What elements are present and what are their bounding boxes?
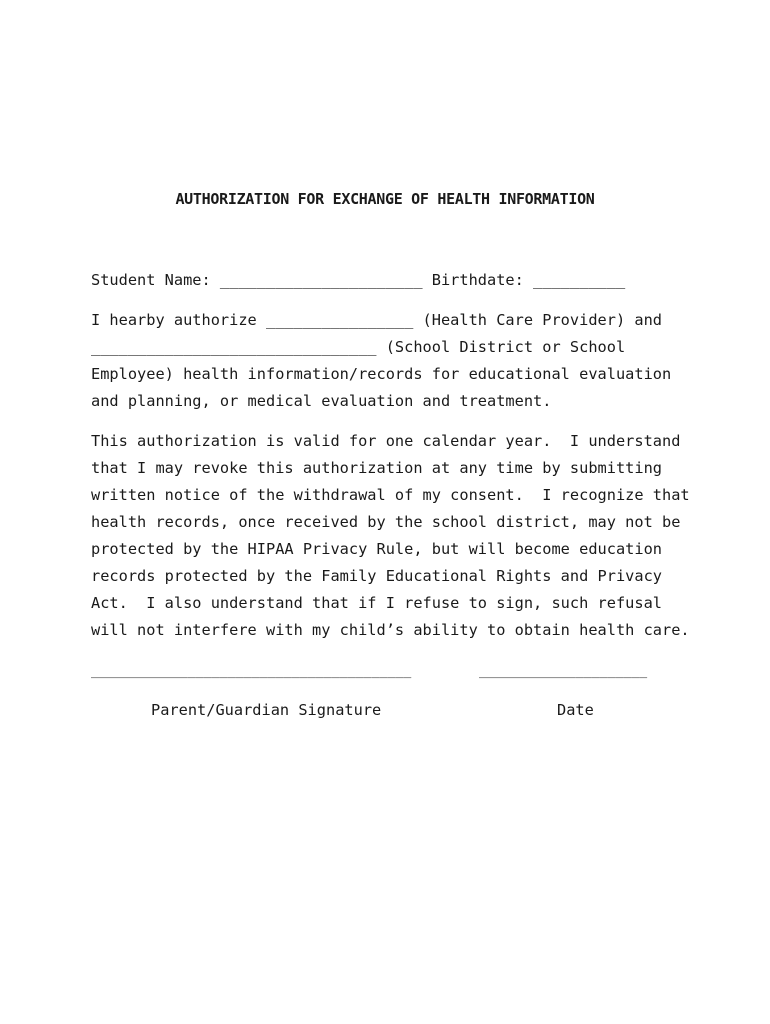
authorize-line-3: Employee) health information/records for educational evaluation bbox=[91, 365, 672, 383]
validity-line-3: written notice of the withdrawal of my consent. I recognize that bbox=[91, 486, 690, 504]
validity-line-6: records protected by the Family Educational Rights and Privacy bbox=[91, 567, 662, 585]
authorize-line-2: _______________________________ (School District or School bbox=[91, 338, 626, 356]
authorize-line-4: and planning, or medical evaluation and treatment. bbox=[91, 392, 552, 410]
validity-line-4: health records, once received by the school district, may not be bbox=[91, 513, 681, 531]
validity-line-1: This authorization is valid for one calendar year. I understand bbox=[91, 432, 681, 450]
signature-blank: ________________________________________ bbox=[91, 664, 412, 679]
authorize-line-1: I hearby authorize ________________ (Health Care Provider) and bbox=[91, 311, 662, 329]
validity-line-7: Act. I also understand that if I refuse to sign, such refusal bbox=[91, 594, 662, 612]
date-blank: _____________________ bbox=[479, 664, 648, 679]
validity-line-5: protected by the HIPAA Privacy Rule, but will become education bbox=[91, 540, 662, 558]
validity-line-8: will not interfere with my child’s ability to obtain health care. bbox=[91, 621, 690, 639]
signature-label: Parent/Guardian Signature bbox=[151, 701, 382, 719]
date-label: Date bbox=[557, 701, 594, 719]
validity-line-2: that I may revoke this authorization at any time by submitting bbox=[91, 459, 662, 477]
student-name-birthdate-line: Student Name: ______________________ Birthdate: __________ bbox=[91, 271, 626, 289]
document-title: AUTHORIZATION FOR EXCHANGE OF HEALTH INFORMATION bbox=[175, 190, 595, 208]
